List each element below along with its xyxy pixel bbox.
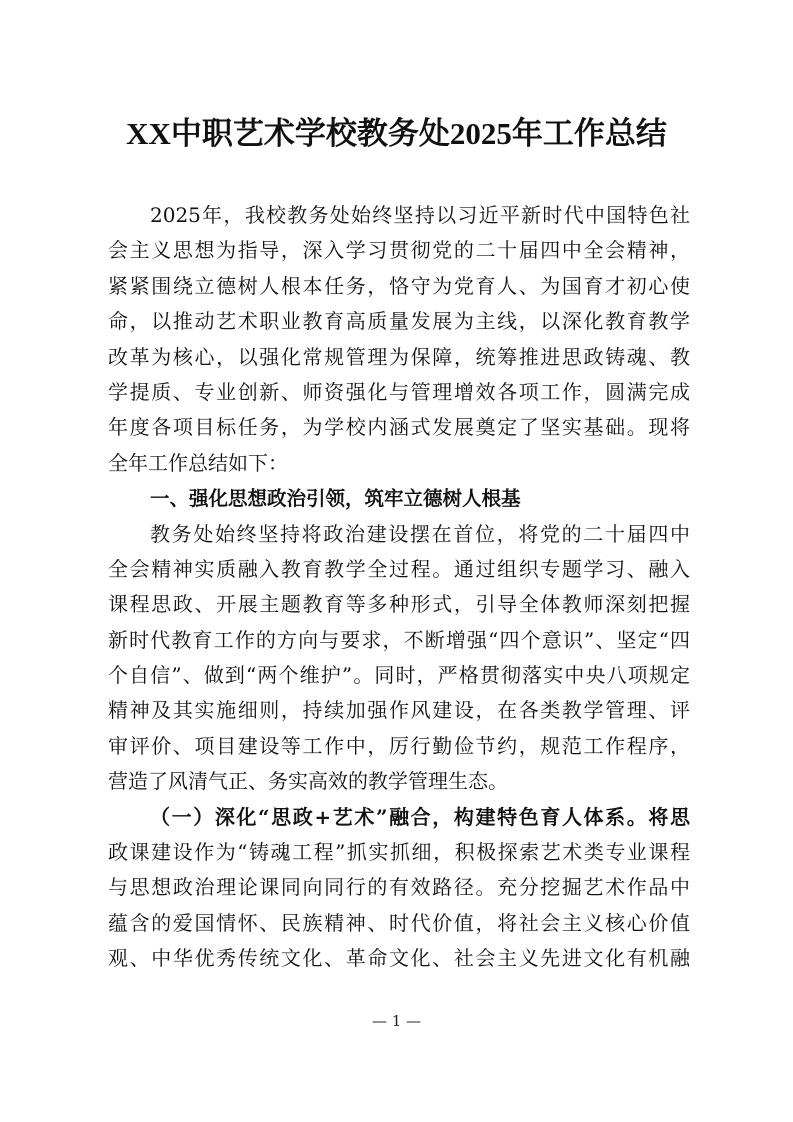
text-line: 会主义思想为指导，深入学习贯彻党的二十届四中全会精神， <box>108 238 690 263</box>
text-line: 政课建设作为“铸魂工程”抓实抓细，积极探索艺术类专业课程 <box>108 840 690 865</box>
text-line: 与思想政治理论课同向同行的有效路径。充分挖掘艺术作品中 <box>108 875 690 900</box>
page-number: — 1 — <box>371 1012 422 1030</box>
text-line: 个自信”、做到“两个维护”。同时，严格贯彻落实中央八项规定 <box>108 663 690 688</box>
text-line: 改革为核心，以强化常规管理为保障，统筹推进思政铸魂、教 <box>108 344 690 369</box>
document-title: XX中职艺术学校教务处2025年工作总结 <box>126 116 667 151</box>
text-line: 紧紧围绕立德树人根本任务，恪守为党育人、为国育才初心使 <box>108 273 690 298</box>
text-line: 2025年，我校教务处始终坚持以习近平新时代中国特色社 <box>150 203 690 227</box>
text-line: 教务处始终坚持将政治建设摆在首位，将党的二十届四中 <box>150 521 690 546</box>
text-line: 课程思政、开展主题教育等多种形式，引导全体教师深刻把握 <box>108 592 690 617</box>
text-line: 学提质、专业创新、师资强化与管理增效各项工作，圆满完成 <box>108 379 690 404</box>
text-line: 蕴含的爱国情怀、民族精神、时代价值，将社会主义核心价值 <box>108 910 690 935</box>
text-line: 精神及其实施细则，持续加强作风建设，在各类教学管理、评 <box>108 698 690 723</box>
text-line: 审评价、项目建设等工作中，厉行勤俭节约，规范工作程序， <box>108 733 690 758</box>
text-line: 全年工作总结如下： <box>108 450 288 475</box>
text-line: （一）深化“思政+艺术”融合，构建特色育人体系。将思 <box>150 804 690 829</box>
section-heading: 一、强化思想政治引领，筑牢立德树人根基 <box>150 487 521 511</box>
text-line: 新时代教育工作的方向与要求，不断增强“四个意识”、坚定“四 <box>108 627 690 652</box>
text-line: 观、中华优秀传统文化、革命文化、社会主义先进文化有机融 <box>108 946 690 971</box>
text-line: 年度各项目标任务，为学校内涵式发展奠定了坚实基础。现将 <box>108 415 690 440</box>
document-body <box>108 198 690 977</box>
text-line: 全会精神实质融入教育教学全过程。通过组织专题学习、融入 <box>108 556 690 581</box>
text-line: 营造了风清气正、务实高效的教学管理生态。 <box>108 769 508 794</box>
text-line: 命，以推动艺术职业教育高质量发展为主线，以深化教育教学 <box>108 309 690 334</box>
